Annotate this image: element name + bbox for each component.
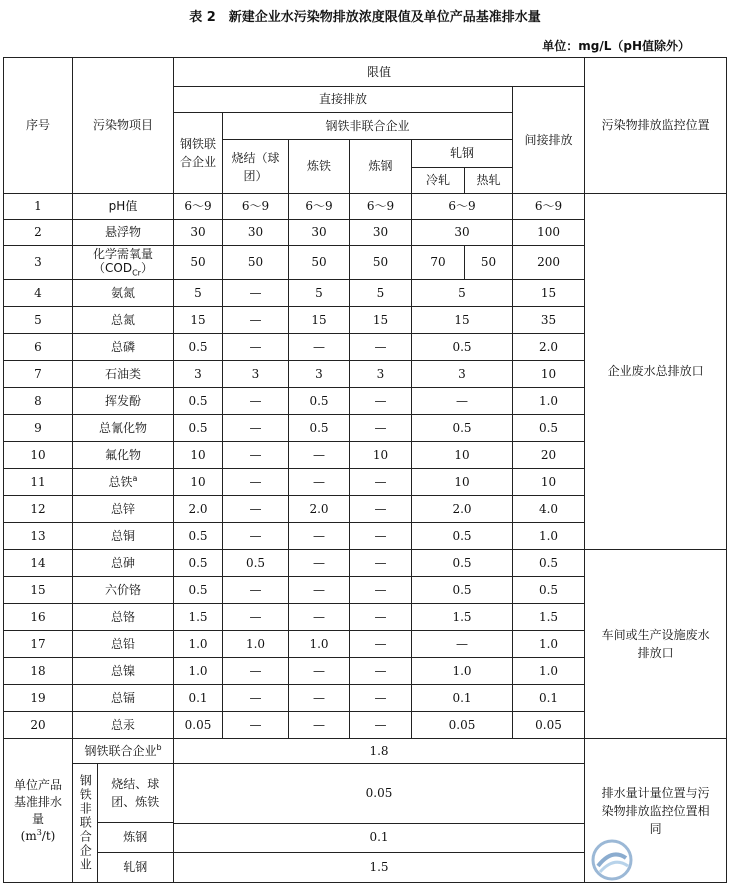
limit-value-indirect: 200 bbox=[513, 246, 585, 280]
pollutant-name-text: 总镉 bbox=[110, 690, 135, 705]
limit-value: 3 bbox=[223, 361, 289, 388]
limit-value: 50 bbox=[289, 246, 350, 280]
row-number: 17 bbox=[4, 631, 73, 658]
limit-value: — bbox=[350, 577, 412, 604]
limit-value: 6～9 bbox=[223, 194, 289, 220]
limit-value: — bbox=[223, 442, 289, 469]
limit-value: — bbox=[350, 469, 412, 496]
emission-limits-table bbox=[3, 57, 727, 883]
cod-close: ） bbox=[140, 261, 153, 276]
footer-unit-post: /t) bbox=[41, 828, 56, 843]
footer-label-cell bbox=[4, 739, 73, 883]
limit-value: 0.5 bbox=[289, 388, 350, 415]
pollutant-name bbox=[73, 577, 174, 604]
limit-value-indirect: 1.0 bbox=[513, 658, 585, 685]
limit-value: — bbox=[223, 523, 289, 550]
limit-value: — bbox=[223, 280, 289, 307]
limit-value: 0.5 bbox=[174, 523, 223, 550]
pollutant-name-text: 总铁 bbox=[108, 475, 133, 489]
limit-value-indirect: 20 bbox=[513, 442, 585, 469]
pollutant-name-text: pH值 bbox=[108, 199, 138, 213]
limit-value-rolling: 0.5 bbox=[412, 523, 513, 550]
limit-value-indirect: 1.0 bbox=[513, 523, 585, 550]
pollutant-name-text: 氨氮 bbox=[110, 285, 135, 300]
header-seq: 序号 bbox=[4, 58, 73, 194]
row-number: 19 bbox=[4, 685, 73, 712]
footer-sinter-iron-value: 0.05 bbox=[174, 764, 585, 824]
limit-value: 30 bbox=[223, 220, 289, 246]
header-direct: 直接排放 bbox=[174, 87, 513, 113]
monitor-location: 企业废水总排放口 bbox=[585, 194, 727, 550]
limit-value: 6～9 bbox=[289, 194, 350, 220]
limit-value: — bbox=[289, 442, 350, 469]
pollutant-name-text: 六价铬 bbox=[104, 582, 141, 597]
limit-value: 50 bbox=[350, 246, 412, 280]
footer-label: 单位产品基准排水量 bbox=[14, 778, 63, 826]
limit-value: 10 bbox=[174, 442, 223, 469]
row-number: 8 bbox=[4, 388, 73, 415]
limit-value: 0.5 bbox=[174, 388, 223, 415]
pollutant-name bbox=[73, 523, 174, 550]
footer-subtable bbox=[73, 764, 173, 882]
row-number: 16 bbox=[4, 604, 73, 631]
limit-value: — bbox=[350, 631, 412, 658]
limit-value: — bbox=[350, 658, 412, 685]
footer-sinter-iron bbox=[97, 764, 173, 823]
header-indirect: 间接排放 bbox=[513, 87, 585, 194]
footnote-marker: a bbox=[132, 474, 138, 483]
limit-value-indirect: 35 bbox=[513, 307, 585, 334]
limit-value: — bbox=[289, 685, 350, 712]
pollutant-name bbox=[73, 388, 174, 415]
limit-value: 1.0 bbox=[223, 631, 289, 658]
footer-integrated-text: 钢铁联合企业 bbox=[84, 744, 157, 758]
pollutant-name-text: 总磷 bbox=[110, 339, 135, 354]
limit-value: 30 bbox=[174, 220, 223, 246]
limit-value: 1.0 bbox=[174, 658, 223, 685]
limit-value-rolling: 1.0 bbox=[412, 658, 513, 685]
footer-unit-sup: 3 bbox=[36, 827, 42, 837]
footer-unit bbox=[4, 828, 72, 844]
footer-non-integrated-cell bbox=[73, 764, 174, 883]
limit-value: 6～9 bbox=[350, 194, 412, 220]
row-number: 7 bbox=[4, 361, 73, 388]
limit-value: 1.5 bbox=[174, 604, 223, 631]
limit-value: 3 bbox=[350, 361, 412, 388]
footer-monitor: 排水量计量位置与污染物排放监控位置相同 bbox=[601, 785, 710, 836]
footer-integrated-value: 1.8 bbox=[174, 739, 585, 764]
limit-value-rolling: — bbox=[412, 388, 513, 415]
footer-steel-value: 0.1 bbox=[174, 823, 585, 853]
pollutant-name bbox=[73, 442, 174, 469]
limit-value-indirect: 1.0 bbox=[513, 631, 585, 658]
limit-value-indirect: 10 bbox=[513, 469, 585, 496]
limit-value: — bbox=[350, 496, 412, 523]
pollutant-name-line1: 化学需氧量 bbox=[92, 246, 153, 261]
limit-value: — bbox=[223, 307, 289, 334]
limit-value: 2.0 bbox=[174, 496, 223, 523]
limit-value: 0.5 bbox=[174, 577, 223, 604]
row-number: 6 bbox=[4, 334, 73, 361]
limit-value-indirect: 6～9 bbox=[513, 194, 585, 220]
limit-value: 50 bbox=[174, 246, 223, 280]
pollutant-name-text: 总镍 bbox=[110, 663, 135, 678]
limit-value: 10 bbox=[174, 469, 223, 496]
pollutant-name-text: 总氰化物 bbox=[98, 420, 147, 435]
limit-value: — bbox=[289, 577, 350, 604]
table-row bbox=[4, 550, 727, 577]
row-number: 2 bbox=[4, 220, 73, 246]
limit-value-rolling: 30 bbox=[412, 220, 513, 246]
limit-value: 3 bbox=[174, 361, 223, 388]
pollutant-name-text: 悬浮物 bbox=[104, 225, 141, 239]
limit-value-indirect: 0.05 bbox=[513, 712, 585, 739]
limit-value-rolling: 1.5 bbox=[412, 604, 513, 631]
limit-value-rolling: 0.5 bbox=[412, 577, 513, 604]
limit-value-rolling: 10 bbox=[412, 469, 513, 496]
header-rolling: 轧钢 bbox=[412, 140, 513, 168]
pollutant-name-text: 总铬 bbox=[110, 609, 135, 624]
pollutant-name bbox=[73, 658, 174, 685]
pollutant-name-text: 挥发酚 bbox=[104, 393, 141, 408]
header-non-integrated: 钢铁非联合企业 bbox=[223, 113, 513, 140]
limit-value-rolling: 0.1 bbox=[412, 685, 513, 712]
limit-value-rolling: 10 bbox=[412, 442, 513, 469]
limit-value: — bbox=[350, 712, 412, 739]
row-number: 11 bbox=[4, 469, 73, 496]
pollutant-name bbox=[73, 194, 174, 220]
footer-integrated-sup: b bbox=[156, 743, 162, 752]
table-row bbox=[4, 194, 727, 220]
limit-value: — bbox=[350, 334, 412, 361]
pollutant-name-text: 总铅 bbox=[110, 636, 135, 651]
header-ironmaking: 炼铁 bbox=[289, 140, 350, 194]
limit-value: — bbox=[289, 550, 350, 577]
pollutant-name-text: 石油类 bbox=[104, 366, 141, 381]
pollutant-name bbox=[73, 685, 174, 712]
limit-value: — bbox=[223, 334, 289, 361]
footer-non-integrated-text: 钢铁非联合企业 bbox=[78, 774, 93, 872]
footer-rolling: 轧钢 bbox=[123, 860, 148, 874]
row-number: 4 bbox=[4, 280, 73, 307]
unit-note: 单位：mg/L（pH值除外） bbox=[542, 39, 690, 53]
limit-value: 30 bbox=[350, 220, 412, 246]
limit-value-rolling: 0.05 bbox=[412, 712, 513, 739]
limit-value-indirect: 2.0 bbox=[513, 334, 585, 361]
row-number: 20 bbox=[4, 712, 73, 739]
limit-value: — bbox=[289, 469, 350, 496]
limit-value: 15 bbox=[289, 307, 350, 334]
pollutant-name-line2 bbox=[73, 261, 173, 278]
limit-value: — bbox=[223, 712, 289, 739]
limit-value-indirect: 1.0 bbox=[513, 388, 585, 415]
limit-value: — bbox=[223, 577, 289, 604]
pollutant-name bbox=[73, 334, 174, 361]
header-limit: 限值 bbox=[174, 58, 585, 87]
header-cold: 冷轧 bbox=[412, 168, 465, 194]
limit-value: 0.05 bbox=[174, 712, 223, 739]
limit-value-rolling: 2.0 bbox=[412, 496, 513, 523]
limit-value: 0.5 bbox=[289, 415, 350, 442]
footer-steel: 炼钢 bbox=[97, 823, 173, 853]
limit-value: — bbox=[350, 604, 412, 631]
pollutant-name-text: 氟化物 bbox=[104, 447, 141, 462]
row-number: 3 bbox=[4, 246, 73, 280]
limit-value: 5 bbox=[350, 280, 412, 307]
pollutant-name bbox=[73, 220, 174, 246]
limit-value: — bbox=[223, 604, 289, 631]
limit-value: 30 bbox=[289, 220, 350, 246]
header-item: 污染物项目 bbox=[73, 58, 174, 194]
limit-value-rolling: 0.5 bbox=[412, 334, 513, 361]
row-number: 9 bbox=[4, 415, 73, 442]
header-integrated-text: 钢铁联合企业 bbox=[180, 137, 217, 169]
header-hot: 热轧 bbox=[465, 168, 513, 194]
limit-value: 0.5 bbox=[174, 415, 223, 442]
limit-value-indirect: 0.1 bbox=[513, 685, 585, 712]
pollutant-name-text: 总砷 bbox=[110, 555, 135, 570]
footer-non-integrated bbox=[73, 764, 97, 882]
limit-value-rolling: — bbox=[412, 631, 513, 658]
limit-value: — bbox=[223, 388, 289, 415]
limit-value: — bbox=[350, 415, 412, 442]
cod-label: （COD bbox=[93, 261, 133, 276]
limit-value-indirect: 0.5 bbox=[513, 577, 585, 604]
pollutant-name-text: 总氮 bbox=[110, 312, 135, 327]
limit-value: — bbox=[223, 415, 289, 442]
pollutant-name-text: 总锌 bbox=[110, 501, 135, 516]
row-number: 14 bbox=[4, 550, 73, 577]
limit-value: 0.1 bbox=[174, 685, 223, 712]
row-number: 18 bbox=[4, 658, 73, 685]
limit-value: — bbox=[223, 496, 289, 523]
header-steelmaking: 炼钢 bbox=[350, 140, 412, 194]
limit-value: 3 bbox=[289, 361, 350, 388]
limit-value: 15 bbox=[174, 307, 223, 334]
limit-value-hot-rolling: 50 bbox=[465, 246, 513, 280]
limit-value: 5 bbox=[174, 280, 223, 307]
row-number: 15 bbox=[4, 577, 73, 604]
row-number: 12 bbox=[4, 496, 73, 523]
pollutant-name bbox=[73, 307, 174, 334]
footer-integrated bbox=[73, 739, 174, 764]
limit-value: 1.0 bbox=[289, 631, 350, 658]
header-monitor: 污染物排放监控位置 bbox=[585, 58, 727, 194]
limit-value-indirect: 0.5 bbox=[513, 415, 585, 442]
pollutant-name bbox=[73, 631, 174, 658]
pollutant-name bbox=[73, 550, 174, 577]
limit-value-rolling: 70 bbox=[412, 246, 465, 280]
limit-value: — bbox=[223, 469, 289, 496]
pollutant-name bbox=[73, 496, 174, 523]
limit-value: — bbox=[350, 388, 412, 415]
limit-value: — bbox=[350, 523, 412, 550]
limit-value: — bbox=[289, 334, 350, 361]
header-integrated bbox=[174, 113, 223, 194]
footer-unit-pre: (m bbox=[20, 828, 37, 843]
limit-value: 50 bbox=[223, 246, 289, 280]
row-number: 1 bbox=[4, 194, 73, 220]
limit-value: — bbox=[223, 658, 289, 685]
limit-value: 0.5 bbox=[174, 550, 223, 577]
limit-value: — bbox=[350, 550, 412, 577]
pollutant-name bbox=[73, 604, 174, 631]
pollutant-name bbox=[73, 712, 174, 739]
row-number: 13 bbox=[4, 523, 73, 550]
pollutant-name bbox=[73, 415, 174, 442]
watermark-logo-icon bbox=[590, 838, 634, 882]
limit-value-rolling: 0.5 bbox=[412, 415, 513, 442]
limit-value: — bbox=[289, 658, 350, 685]
cod-subscript: Cr bbox=[132, 268, 141, 278]
limit-value-rolling: 15 bbox=[412, 307, 513, 334]
limit-value: 0.5 bbox=[223, 550, 289, 577]
limit-value: — bbox=[223, 685, 289, 712]
footer-sinter-iron-text: 烧结、球团、炼铁 bbox=[111, 777, 160, 809]
table-title: 表 2 新建企业水污染物排放浓度限值及单位产品基准排水量 bbox=[189, 10, 541, 25]
limit-value: 6～9 bbox=[174, 194, 223, 220]
row-number: 5 bbox=[4, 307, 73, 334]
limit-value: 2.0 bbox=[289, 496, 350, 523]
limit-value: 15 bbox=[350, 307, 412, 334]
limit-value: 5 bbox=[289, 280, 350, 307]
pollutant-name bbox=[73, 361, 174, 388]
limit-value-rolling: 0.5 bbox=[412, 550, 513, 577]
limit-value: — bbox=[289, 604, 350, 631]
pollutant-name-text: 总汞 bbox=[110, 717, 135, 732]
pollutant-name bbox=[73, 469, 174, 496]
header-sinter-text: 烧结（球团） bbox=[231, 150, 280, 183]
limit-value: 10 bbox=[350, 442, 412, 469]
row-number: 10 bbox=[4, 442, 73, 469]
limit-value-indirect: 0.5 bbox=[513, 550, 585, 577]
limit-value-rolling: 5 bbox=[412, 280, 513, 307]
pollutant-name bbox=[73, 280, 174, 307]
limit-value-rolling: 6～9 bbox=[412, 194, 513, 220]
limit-value-indirect: 10 bbox=[513, 361, 585, 388]
limit-value: — bbox=[289, 712, 350, 739]
limit-value-rolling: 3 bbox=[412, 361, 513, 388]
limit-value: 1.0 bbox=[174, 631, 223, 658]
limit-value-indirect: 15 bbox=[513, 280, 585, 307]
limit-value: — bbox=[350, 685, 412, 712]
limit-value-indirect: 100 bbox=[513, 220, 585, 246]
limit-value: — bbox=[289, 523, 350, 550]
monitor-location bbox=[585, 550, 727, 739]
limit-value-indirect: 4.0 bbox=[513, 496, 585, 523]
pollutant-name bbox=[73, 246, 174, 280]
footer-rolling-value: 1.5 bbox=[174, 853, 585, 883]
monitor-location-text: 车间或生产设施废水排放口 bbox=[601, 628, 710, 660]
limit-value: 0.5 bbox=[174, 334, 223, 361]
pollutant-name-text: 总铜 bbox=[110, 528, 135, 543]
header-sinter bbox=[223, 140, 289, 194]
limit-value-indirect: 1.5 bbox=[513, 604, 585, 631]
